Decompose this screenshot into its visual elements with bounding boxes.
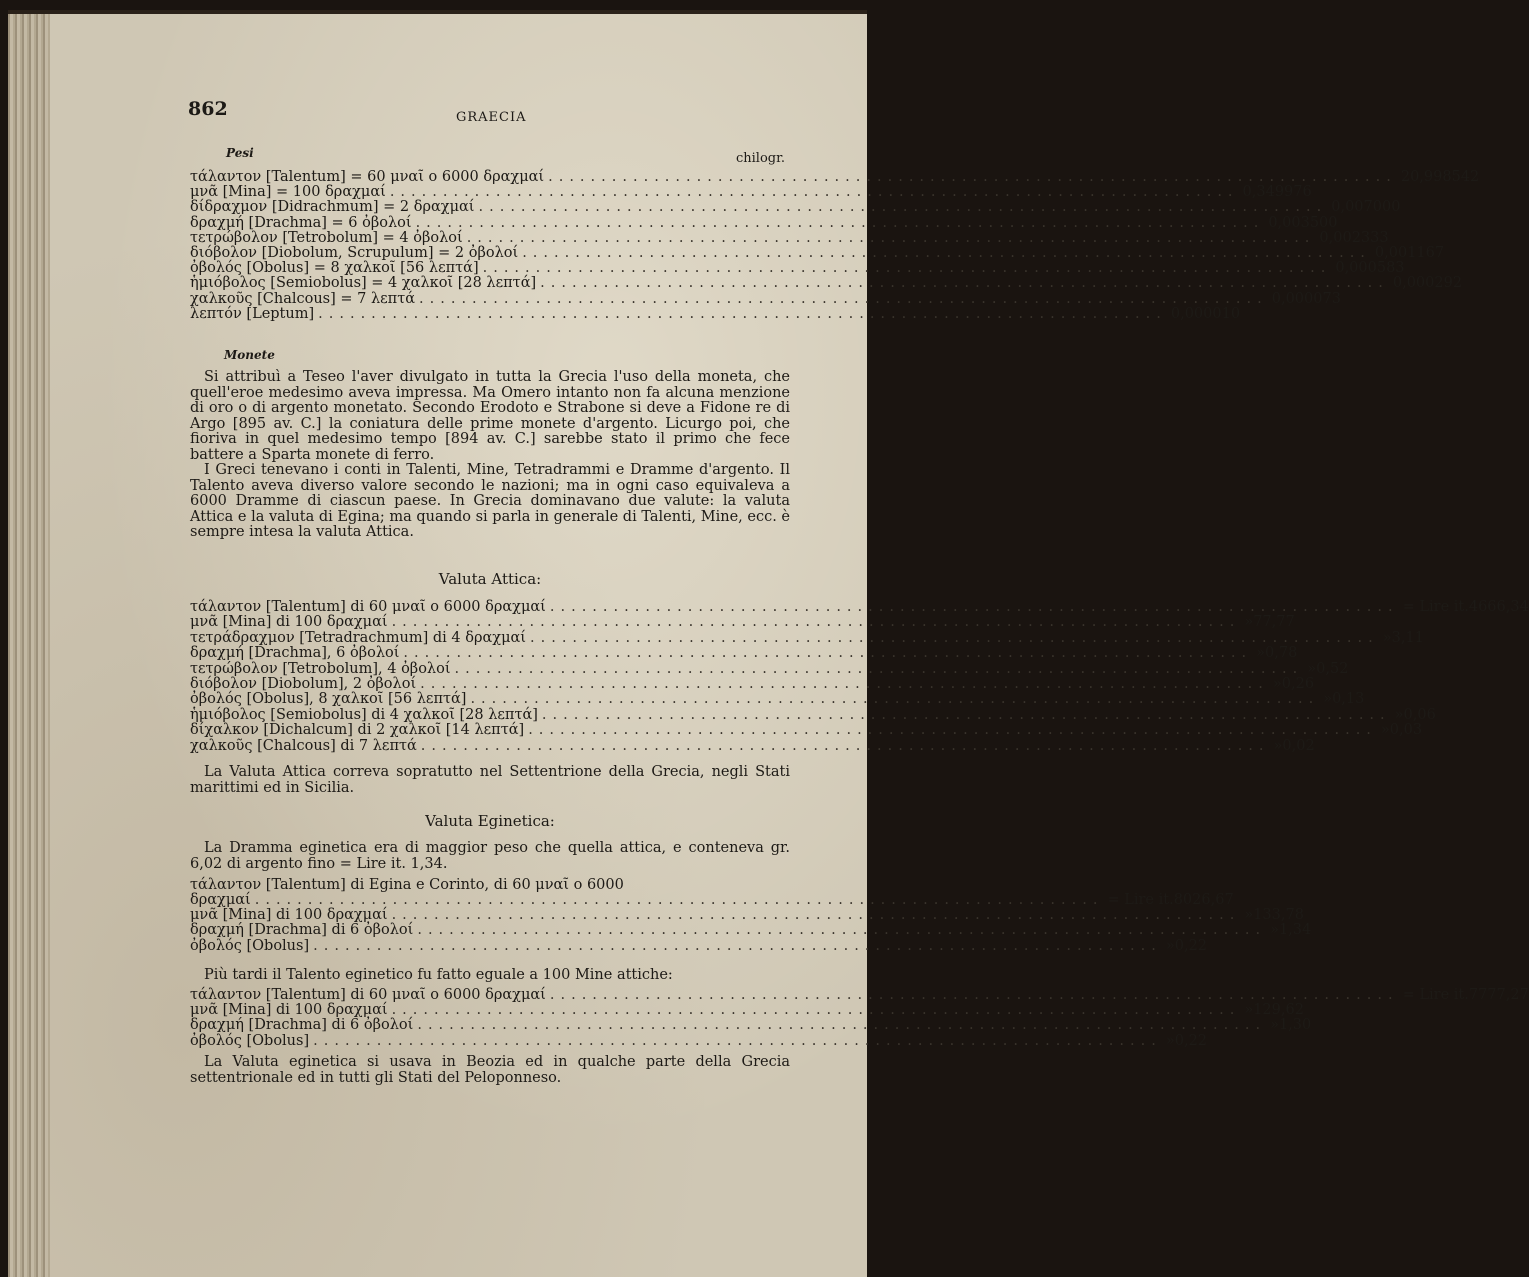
page-number: 862: [188, 98, 228, 120]
leader-dots: ................................................................................: [254, 892, 1104, 908]
table-row: [190, 660, 1349, 677]
table-row: [190, 645, 1298, 662]
table-row: [190, 691, 1365, 708]
table-row: [190, 305, 1241, 322]
table-row: [190, 1017, 1312, 1034]
monete-heading: Monete: [224, 348, 275, 362]
row-label: μνᾶ [Mina] di 100 δραχμαί: [190, 614, 388, 631]
row-label: διόβολον [Diobolum, Scrupulum] = 2 ὀβολοί: [190, 245, 519, 261]
leader-dots: ................................................................................: [549, 599, 1399, 615]
row-label: δίδραχμον [Didrachmum] = 2 δραχμαί: [190, 199, 475, 216]
table-row: [190, 1032, 1208, 1049]
leader-dots: ................................................................................: [417, 922, 1267, 939]
table-row: [190, 614, 1295, 631]
row-value: 8026,67: [1173, 892, 1234, 908]
row-label: δραχμή [Drachma] = 6 ὀβολοί: [190, 214, 412, 231]
attica-note: La Valuta Attica correva sopratutto nel Settentrione della Grecia, negli Stati marittimi ed in Sicilia.: [190, 764, 790, 796]
currency-mark: »: [1256, 645, 1266, 662]
row-value: 0,26: [1281, 676, 1315, 692]
row-value: 0,349976: [1242, 184, 1312, 201]
table-row: [190, 722, 1423, 739]
table-row: [190, 987, 1529, 1003]
top-shadow: [8, 10, 867, 14]
table-row: [190, 629, 1424, 646]
table-row: [190, 290, 1341, 307]
currency-mark: »: [1323, 691, 1333, 708]
table-row: [190, 275, 1463, 292]
eginetica-intro: La Dramma eginetica era di maggior peso che quella attica, e conteneva gr. 6,02 di argento fino = Lire it. 1,34.: [190, 840, 790, 872]
row-value: 0,001167: [1374, 245, 1445, 261]
row-value: 20,998542: [1400, 169, 1480, 185]
leader-dots: ................................................................................: [415, 214, 1265, 231]
leader-dots: ................................................................................: [419, 290, 1268, 307]
currency-mark: »: [1270, 1017, 1279, 1034]
leader-dots: ................................................................................: [549, 987, 1399, 1003]
pesi-heading: Pesi: [226, 146, 254, 160]
leader-dots: ................................................................................: [420, 676, 1269, 692]
row-label: χαλκοῦς [Chalcous] di 7 λεπτά: [190, 737, 417, 754]
row-value: 0,000292: [1392, 275, 1463, 292]
eginetica-talent-line: τάλαντον [Talentum] di Egina e Corinto, di 60 μναῖ o 6000: [190, 877, 624, 893]
row-label: διόβολον [Diobolum], 2 ὀβολοί: [190, 676, 417, 692]
leader-dots: ................................................................................: [528, 722, 1377, 739]
table-row: [190, 199, 1401, 216]
table-row: [190, 737, 1315, 754]
eginetica-title: Valuta Eginetica:: [425, 812, 555, 830]
currency-mark: = Lire it.: [1402, 987, 1469, 1003]
row-value: 7777,27: [1468, 987, 1529, 1003]
row-value: 0,000010: [1170, 305, 1241, 322]
table-row: [190, 229, 1389, 246]
leader-dots: ................................................................................: [530, 629, 1379, 646]
row-value: 0,13: [1332, 691, 1365, 708]
row-label: ὀβολός [Obolus] = 8 χαλκοῖ [56 λεπτά]: [190, 260, 479, 277]
row-label: ἡμιόβολος [Semiobolus] di 4 χαλκοῖ [28 λεπτά]: [190, 706, 538, 723]
leader-dots: ................................................................................: [403, 645, 1253, 662]
page-edge: [8, 10, 50, 1277]
row-label: χαλκοῦς [Chalcous] = 7 λεπτά: [190, 290, 416, 307]
leader-dots: ................................................................................: [522, 245, 1371, 261]
table-row: [190, 892, 1234, 908]
currency-mark: »: [1272, 676, 1282, 692]
row-value: 0,52: [1316, 660, 1349, 677]
row-value: 0,03: [1389, 722, 1423, 739]
row-value: 3,11: [1391, 629, 1424, 646]
leader-dots: ................................................................................: [548, 169, 1397, 185]
row-label: τετρώβολον [Tetrobolum] = 4 ὀβολοί: [190, 229, 463, 246]
row-value: 0,000073: [1271, 290, 1341, 307]
leader-dots: ................................................................................: [482, 260, 1332, 277]
leader-dots: ................................................................................: [313, 1032, 1162, 1049]
currency-mark: »: [1165, 1032, 1175, 1049]
leader-dots: ................................................................................: [389, 184, 1239, 201]
row-label: δίχαλκον [Dichalcum] di 2 χαλκοῖ [14 λεπτά]: [190, 722, 525, 739]
row-label: μνᾶ [Mina] di 100 δραχμαί: [190, 907, 388, 924]
row-value: 0,000583: [1335, 260, 1405, 277]
row-value: 0,007000: [1331, 199, 1401, 216]
row-label: ὀβολός [Obolus], 8 χαλκοῖ [56 λεπτά]: [190, 691, 467, 708]
currency-mark: »: [1382, 629, 1392, 646]
leader-dots: ................................................................................: [470, 691, 1320, 708]
leader-dots: ................................................................................: [540, 275, 1389, 292]
leader-dots: ................................................................................: [466, 229, 1316, 246]
leader-dots: ................................................................................: [478, 199, 1328, 216]
row-value: 4666,34: [1468, 599, 1529, 615]
row-label: τετράδραχμον [Tetradrachmum] di 4 δραχμαί: [190, 629, 526, 646]
table-row: [190, 706, 1436, 723]
currency-mark: »: [1165, 937, 1175, 954]
leader-dots: ................................................................................: [391, 614, 1241, 631]
leader-dots: ................................................................................: [318, 305, 1167, 322]
row-label: ὀβολός [Obolus]: [190, 1032, 310, 1049]
row-label: δραχμή [Drachma], 6 ὀβολοί: [190, 645, 400, 662]
row-label: τετρώβολον [Tetrobolum], 4 ὀβολοί: [190, 660, 451, 677]
row-value: 0,22: [1174, 937, 1208, 954]
eginetica-later: Più tardi il Talento eginetico fu fatto eguale a 100 Mine attiche:: [204, 967, 673, 983]
row-value: 1,30: [1278, 1017, 1312, 1034]
row-label: τάλαντον [Talentum] = 60 μναῖ o 6000 δραχμαί: [190, 169, 545, 185]
monete-paragraph-2: I Greci tenevano i conti in Talenti, Mine, Tetradrammi e Dramme d'argento. Il Talento aveva diverso valore secondo le nazioni; ma in ogni caso equivaleva a 6000 Dramme di ciascun paese. In Grecia dominavano due valute: la valuta Attica e la valuta di Egina; ma quando si parla in generale di Talenti, Mine, ecc. è sempre intesa la valuta Attica.: [190, 462, 791, 541]
table-row: [190, 245, 1445, 261]
table-row: [190, 937, 1208, 954]
currency-mark: »: [1244, 907, 1254, 924]
table-row: [190, 214, 1338, 231]
row-value: 1,34: [1278, 922, 1312, 939]
running-head: GRAECIA: [456, 110, 527, 125]
row-label: δραχμή [Drachma] di 6 ὀβολοί: [190, 1017, 414, 1034]
currency-mark: = Lire it.: [1402, 599, 1469, 615]
row-label: τάλαντον [Talentum] di 60 μναῖ o 6000 δραχμαί: [190, 599, 546, 615]
row-label: δραχμαί: [190, 892, 251, 908]
table-row: [190, 169, 1480, 185]
leader-dots: ................................................................................: [454, 660, 1304, 677]
row-label: μνᾶ [Mina] di 100 δραχμαί: [190, 1002, 388, 1019]
row-label: μνᾶ [Mina] = 100 δραχμαί: [190, 184, 386, 201]
monete-paragraph-1: Si attribuì a Teseo l'aver divulgato in tutta la Grecia l'uso della moneta, che quell'eroe medesimo aveva impressa. Ma Omero intanto non fa alcuna menzione di oro o di argento monetato. Secondo Erodoto e Strabone si deve a Fidone re di Argo [895 av. C.] la coniatura delle prime monete d'argento. Licurgo poi, che fioriva in quel medesimo tempo [894 av. C.] sarebbe stato il primo che fece battere a Sparta monete di ferro.: [190, 369, 790, 463]
table-row: [190, 922, 1312, 939]
currency-mark: »: [1394, 706, 1404, 723]
row-value: 133,78: [1253, 907, 1304, 924]
leader-dots: ................................................................................: [420, 737, 1270, 754]
row-value: 0,003500: [1268, 214, 1338, 231]
row-label: λεπτόν [Leptum]: [190, 305, 315, 322]
row-label: ἡμιόβολος [Semiobolus] = 4 χαλκοῖ [28 λεπτά]: [190, 275, 537, 292]
currency-mark: »: [1307, 660, 1317, 677]
pesi-unit: chilogr.: [736, 151, 786, 166]
table-row: [190, 676, 1315, 692]
row-value: 0,78: [1265, 645, 1298, 662]
leader-dots: ................................................................................: [313, 937, 1162, 954]
currency-mark: »: [1244, 614, 1254, 631]
table-row: [190, 260, 1405, 277]
leader-dots: ................................................................................: [391, 1002, 1241, 1019]
currency-mark: = Lire it.: [1107, 892, 1174, 908]
currency-mark: »: [1244, 1002, 1254, 1019]
leader-dots: ................................................................................: [541, 706, 1391, 723]
table-row: [190, 907, 1304, 924]
row-label: τάλαντον [Talentum] di 60 μναῖ o 6000 δραχμαί: [190, 987, 546, 1003]
row-value: 129,62: [1253, 1002, 1304, 1019]
table-row: [190, 599, 1529, 615]
row-label: ὀβολός [Obolus]: [190, 937, 310, 954]
row-value: 0,06: [1403, 706, 1436, 723]
currency-mark: »: [1380, 722, 1390, 739]
row-value: 77,77: [1253, 614, 1295, 631]
leader-dots: ................................................................................: [417, 1017, 1267, 1034]
leader-dots: ................................................................................: [391, 907, 1241, 924]
currency-mark: »: [1273, 737, 1283, 754]
currency-mark: »: [1270, 922, 1279, 939]
row-label: δραχμή [Drachma] di 6 ὀβολοί: [190, 922, 414, 939]
row-value: 0,02: [1282, 737, 1315, 754]
row-value: 0,002333: [1319, 229, 1389, 246]
table-row: [190, 1002, 1304, 1019]
eginetica-note: La Valuta eginetica si usava in Beozia ed in qualche parte della Grecia settentrionale ed in tutti gli Stati del Peloponneso.: [190, 1054, 790, 1086]
table-row: [190, 184, 1312, 201]
row-value: 0,22: [1174, 1032, 1208, 1049]
attica-title: Valuta Attica:: [438, 570, 542, 588]
